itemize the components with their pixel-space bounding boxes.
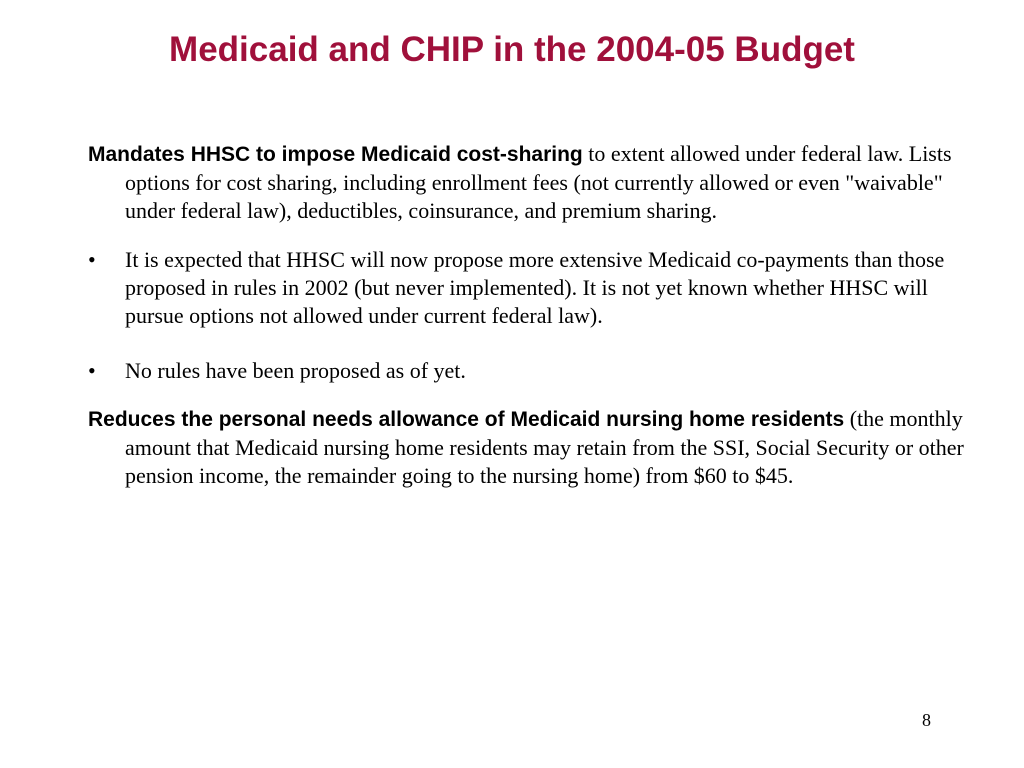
- paragraph-cost-sharing: [88, 140, 968, 225]
- bullet-item: [88, 246, 968, 330]
- slide-content: [88, 140, 968, 490]
- paragraph-body: (the monthly amount that Medicaid nursing home residents may retain from the SSI, Social Security or other pension income, the remainder going to the nursing home) from $60 to $45.: [125, 406, 964, 488]
- paragraph-lead: Reduces the personal needs allowance of Medicaid nursing home residents: [88, 408, 845, 431]
- bullet-text: It is expected that HHSC will now propose more extensive Medicaid co-payments than those proposed in rules in 2002 (but never implemented). It is not yet known whether HHSC will pursue options not allowed under current federal law).: [125, 247, 945, 328]
- bullet-text: No rules have been proposed as of yet.: [125, 358, 466, 383]
- paragraph-lead: Mandates HHSC to impose Medicaid cost-sharing: [88, 143, 583, 166]
- paragraph-body: to extent allowed under federal law. Lists options for cost sharing, including enrollment fees (not currently allowed or even "waivable" under federal law), deductibles, coinsurance, and premium sharing.: [125, 141, 952, 223]
- bullet-marker: •: [88, 358, 96, 383]
- page-number: 8: [922, 710, 931, 730]
- paragraph-personal-needs: [88, 405, 968, 490]
- bullet-item: [88, 357, 968, 385]
- bullet-marker: •: [88, 247, 96, 272]
- slide-title: Medicaid and CHIP in the 2004-05 Budget: [169, 30, 855, 69]
